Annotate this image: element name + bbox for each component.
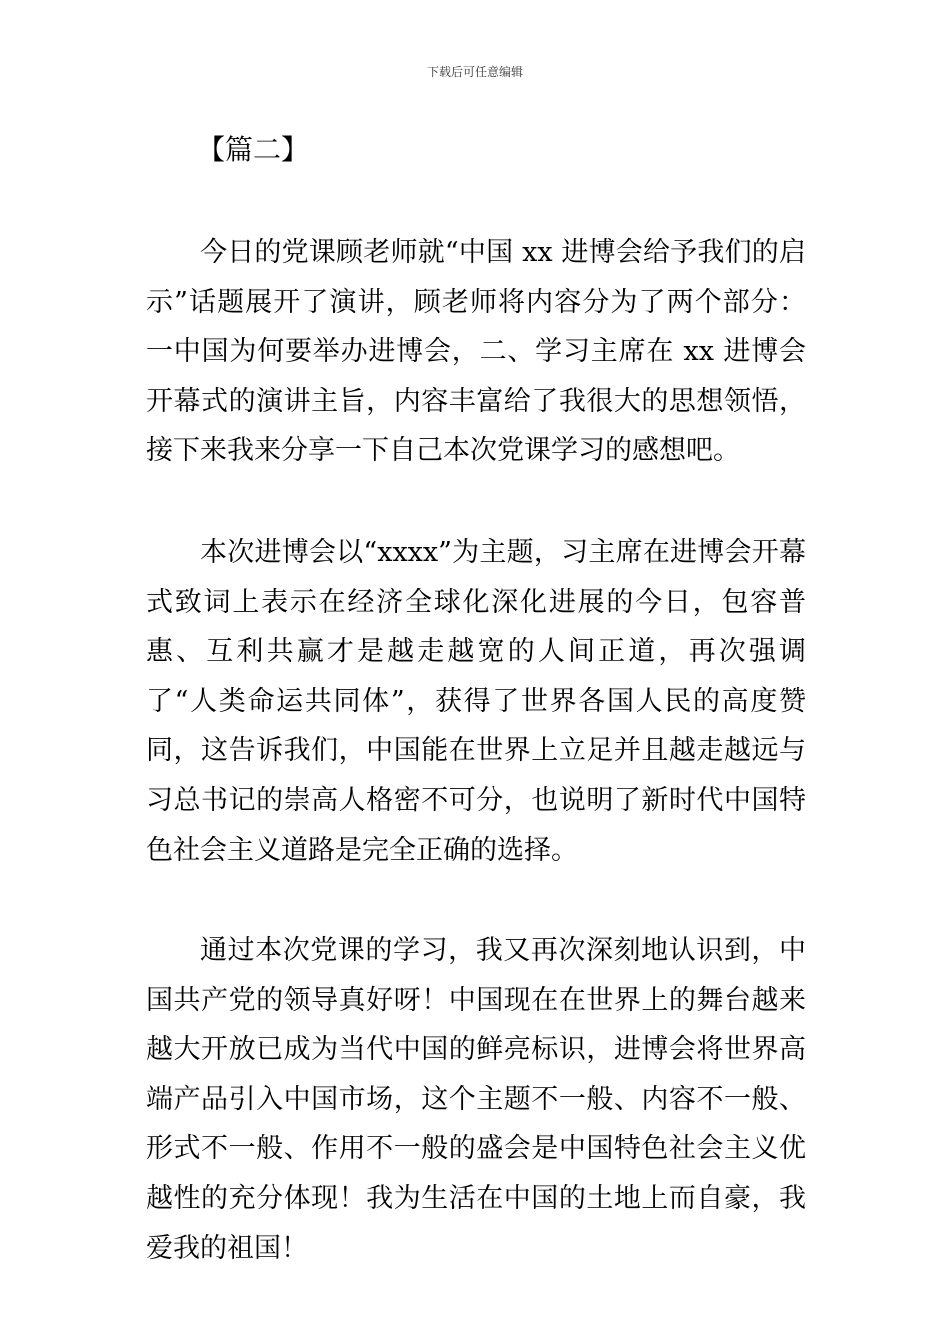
paragraph-3: 通过本次党课的学习，我又再次深刻地认识到，中国共产党的领导真好呀！中国现在在世界上的舞台越来越大开放已成为当代中国的鲜亮标识，进博会将世界高端产品引入中国市场，这个主题不一般、内容不一般、形式不一般、作用不一般的盛会是中国特色社会主义优越性的充分体现！我为生活在中国的土地上而自豪，我爱我的祖国！ (146, 935, 806, 1264)
header-note: 下载后可任意编辑 (426, 65, 523, 79)
paragraph-2: 本次进博会以“xxxx”为主题，习主席在进博会开幕式致词上表示在经济全球化深化进展的今日，包容普惠、互利共赢才是越走越宽的人间正道，再次强调了“人类命运共同体”，获得了世界各国人民的高度赞同，这告诉我们，中国能在世界上立足并且越走越远与习总书记的崇高人格密不可分，也说明了新时代中国特色社会主义道路是完全正确的选择。 (146, 537, 806, 866)
section-title: 【篇二】 (197, 133, 310, 166)
paragraph-1: 今日的党课顾老师就“中国 xx 进博会给予我们的启示”话题展开了演讲，顾老师将内容分为了两个部分：一中国为何要举办进博会，二、学习主席在 xx 进博会开幕式的演讲主旨，内容丰富给了我很大的思想领悟，接下来我来分享一下自己本次党课学习的感想吧。 (146, 237, 806, 467)
